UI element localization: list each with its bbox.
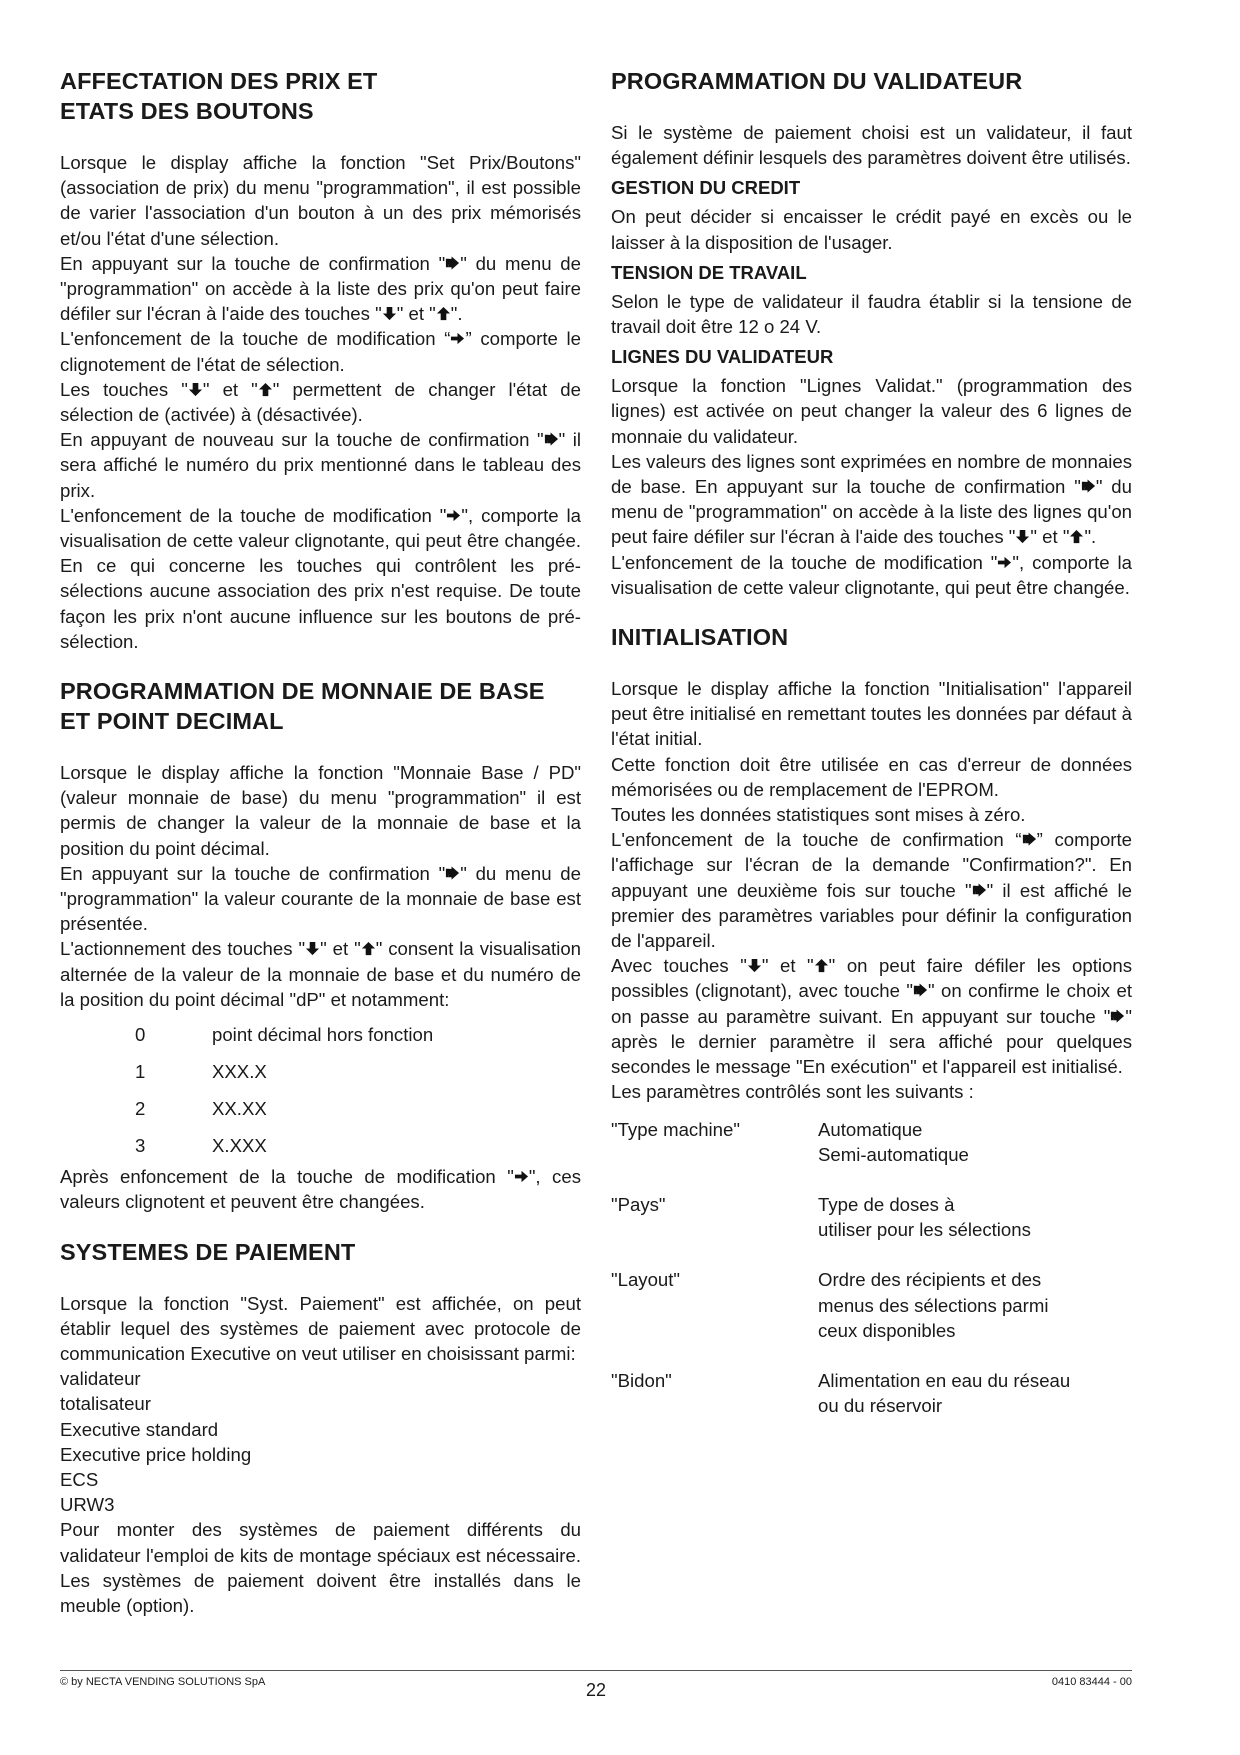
table-row — [60, 1127, 581, 1164]
list-item: validateur — [60, 1368, 141, 1390]
paragraph: Toutes les données statistiques sont mises à zéro. — [611, 804, 1026, 826]
confirm-key-icon — [1110, 1009, 1125, 1024]
paragraph: On peut décider si encaisser le crédit payé en excès ou le laisser à la disposition de l'usager. — [611, 206, 1132, 253]
section-title — [60, 66, 581, 126]
confirm-key-icon — [544, 432, 559, 447]
row-code: 0 — [135, 1023, 146, 1045]
subsection-title: TENSION DE TRAVAIL — [611, 261, 807, 283]
paragraph: Lorsque le display affiche la fonction "Initialisation" l'appareil peut être initialisé en remettant toutes les données par défaut à l'état initial. — [611, 678, 1132, 750]
paragraph — [60, 1164, 581, 1214]
text-run: En appuyant sur la touche de confirmation " — [60, 862, 446, 884]
text-run: L'actionnement des touches " — [60, 938, 306, 960]
title-line-1: AFFECTATION DES PRIX ET — [60, 68, 378, 94]
row-code: 1 — [135, 1060, 146, 1082]
paragraph — [611, 953, 1132, 1079]
text-run: ", comporte la visualisation de cette valeur clignotante, qui peut être changée. — [611, 551, 1132, 598]
row-code: 3 — [135, 1134, 146, 1156]
text-run: " il sera affiché le numéro du prix mentionné dans le tableau des prix. — [60, 429, 581, 501]
modify-key-icon — [514, 1169, 529, 1184]
table-row — [611, 1267, 1132, 1343]
table-row — [611, 1192, 1132, 1242]
text-run: " on peut faire défiler les options possibles (clignotant), avec touche " — [611, 955, 1133, 1002]
row-desc: X.XXX — [212, 1134, 267, 1156]
text-run: L'enfoncement de la touche de confirmation “ — [611, 829, 1022, 851]
confirm-key-icon — [972, 883, 987, 898]
text-run: " permettent de changer l'état de sélection de (activée) à (désactivée). — [60, 378, 581, 426]
section-title: INITIALISATION — [611, 624, 789, 651]
down-arrow-key-icon — [1015, 529, 1030, 544]
paragraph — [611, 449, 1132, 550]
param-name: "Bidon" — [611, 1369, 672, 1391]
footer-copyright: © by NECTA VENDING SOLUTIONS SpA — [60, 1676, 266, 1688]
paragraph — [611, 550, 1132, 600]
text-run: Les valeurs des lignes sont exprimées en nombre de monnaies de base. En appuyant sur la touche de confirmation " — [611, 450, 1132, 498]
text-run: ", comporte la visualisation de cette valeur clignotante, qui peut être changée. En ce qui concerne les touches qui contrôlent les pré-sélections aucune association des prix n'est requise. De toute façon les prix n'ont aucune influence sur les boutons de pré-sélection. — [60, 504, 581, 652]
text-run: En appuyant de nouveau sur la touche de confirmation " — [60, 429, 544, 451]
text-run: ". — [450, 303, 463, 325]
paragraph: Si le système de paiement choisi est un validateur, il faut également définir lesquels des paramètres doivent être utilisés. — [611, 122, 1132, 169]
text-run: Avec touches " — [611, 955, 747, 977]
confirm-key-icon — [445, 866, 460, 881]
paragraph: Lorsque la fonction "Lignes Validat." (programmation des lignes) est activée on peut changer la valeur des 6 lignes de monnaie du validateur. — [611, 375, 1132, 447]
text-run: " et " — [761, 955, 814, 977]
text-run: ". — [1084, 526, 1097, 548]
up-arrow-key-icon — [258, 382, 273, 397]
table-row — [611, 1117, 1132, 1167]
title-line-1: PROGRAMMATION DE MONNAIE DE BASE — [60, 678, 545, 705]
right-column — [611, 66, 1132, 1443]
parameters-table — [611, 1117, 1132, 1419]
text-run: " on confirme le choix et on passe au paramètre suivant. En appuyant sur touche " — [611, 980, 1133, 1027]
paragraph: Lorsque le display affiche la fonction "Monnaie Base / PD" (valeur monnaie de base) du menu "programmation" il est permis de changer la valeur de la monnaie de base et la position du point décimal. — [60, 762, 581, 859]
text-run: En appuyant sur la touche de confirmation " — [60, 252, 446, 274]
text-run: " et " — [202, 378, 258, 400]
document-reference: 0410 83444 - 00 — [1051, 1676, 1132, 1688]
paragraph — [60, 326, 581, 376]
down-arrow-key-icon — [382, 306, 397, 321]
table-row — [60, 1016, 581, 1053]
modify-key-icon — [997, 555, 1012, 570]
paragraph — [60, 503, 581, 654]
confirm-key-icon — [1022, 832, 1037, 847]
param-desc: Ordre des récipients et des menus des sélections parmi ceux disponibles — [818, 1269, 1049, 1341]
paragraph: Pour monter des systèmes de paiement différents du validateur l'emploi de kits de montage spéciaux est nécessaire. Les systèmes de paiement doivent être installés dans le meuble (option). — [60, 1519, 581, 1616]
text-run: " et " — [320, 938, 361, 960]
param-desc: Automatique Semi-automatique — [818, 1118, 969, 1165]
list-item: totalisateur — [60, 1393, 151, 1415]
text-run: " il est affiché le premier des paramètres variables pour définir la configuration de l'appareil. — [611, 879, 1133, 952]
section-initialisation — [611, 622, 1132, 1418]
table-row — [611, 1368, 1132, 1418]
down-arrow-key-icon — [747, 958, 762, 973]
paragraph: Lorsque la fonction "Syst. Paiement" est affichée, on peut établir lequel des systèmes de paiement avec protocole de communication Executive on veut utiliser en choisissant parmi: — [60, 1292, 581, 1364]
paragraph: Lorsque le display affiche la fonction "Set Prix/Boutons" (association de prix) du menu "programmation", il est possible de varier l'association d'un bouton à un des prix mémorisés et/ou l'état d'une sélection. — [60, 152, 581, 249]
list-item: ECS — [60, 1468, 99, 1490]
text-run: ” comporte l'affichage sur l'écran de la demande "Confirmation?". En appuyant une deuxième fois sur touche " — [611, 829, 1132, 901]
left-column — [60, 66, 581, 1640]
text-run: " du menu de "programmation" la valeur courante de la monnaie de base est présentée. — [60, 862, 581, 935]
row-desc: point décimal hors fonction — [212, 1023, 434, 1045]
text-run: " consent la visualisation alternée de la valeur de la monnaie de base et du numéro de la position du point décimal "dP" et notamment: — [60, 938, 582, 1010]
title-line-2: ETATS DES BOUTONS — [60, 98, 314, 124]
param-name: "Layout" — [611, 1269, 681, 1291]
confirm-key-icon — [1081, 479, 1096, 494]
text-run: Les touches " — [60, 378, 188, 400]
text-run: L'enfoncement de la touche de modification “ — [60, 328, 451, 350]
row-desc: XX.XX — [212, 1097, 267, 1119]
paragraph: Cette fonction doit être utilisée en cas d'erreur de données mémorisées ou de remplacement de l'EPROM. — [611, 753, 1132, 800]
param-desc: Type de doses à utiliser pour les sélections — [818, 1193, 1031, 1241]
payment-systems-list — [60, 1366, 581, 1517]
text-run: " du menu de "programmation" on accède à la liste des lignes qu'on peut faire défiler sur l'écran à l'aide des touches " — [611, 476, 1132, 548]
text-run: " après le dernier paramètre il sera affiché pour quelques secondes le message "En exécution" et l'appareil est initialisé. — [611, 1005, 1132, 1078]
row-desc: XXX.X — [212, 1060, 267, 1082]
param-desc: Alimentation en eau du réseau ou du réservoir — [818, 1369, 1071, 1417]
text-run: " du menu de "programmation" on accède à la liste des prix qu'on peut faire défiler sur l'écran à l'aide des touches " — [60, 252, 581, 325]
footer-divider — [60, 1670, 1132, 1671]
text-run: ” comporte le clignotement de l'état de sélection. — [60, 328, 581, 375]
text-run: ", ces valeurs clignotent et peuvent être changées. — [60, 1166, 581, 1213]
confirm-key-icon — [913, 983, 928, 998]
up-arrow-key-icon — [436, 306, 451, 321]
param-name: "Type machine" — [611, 1118, 740, 1140]
section-title: PROGRAMMATION DU VALIDATEUR — [611, 68, 1023, 94]
title-line-2: ET POINT DECIMAL — [60, 708, 284, 735]
section-programmation-validateur — [611, 66, 1132, 600]
text-run: " et " — [396, 303, 436, 325]
section-systemes-paiement — [60, 1237, 581, 1619]
text-run: L'enfoncement de la touche de modification " — [611, 551, 998, 573]
section-title — [60, 676, 581, 736]
list-item: Executive price holding — [60, 1443, 252, 1465]
paragraph: Les paramètres contrôlés sont les suivants : — [611, 1081, 974, 1103]
paragraph — [60, 377, 581, 427]
subsection-title: GESTION DU CREDIT — [611, 177, 801, 199]
paragraph: Selon le type de validateur il faudra établir si la tensione de travail doit être 12 o 24 V. — [611, 290, 1132, 338]
paragraph — [611, 827, 1132, 953]
section-title: SYSTEMES DE PAIEMENT — [60, 1238, 356, 1265]
list-item: Executive standard — [60, 1418, 219, 1440]
table-row — [60, 1053, 581, 1090]
paragraph — [60, 427, 581, 503]
section-monnaie-base — [60, 676, 581, 1214]
modify-key-icon — [450, 331, 465, 346]
down-arrow-key-icon — [188, 382, 203, 397]
page-number: 22 — [585, 1680, 607, 1700]
section-affectation-prix — [60, 66, 581, 654]
confirm-key-icon — [445, 256, 460, 271]
paragraph — [60, 936, 581, 1012]
row-code: 2 — [135, 1097, 146, 1119]
subsection-title: LIGNES DU VALIDATEUR — [611, 346, 834, 368]
decimal-point-table — [60, 1016, 581, 1164]
paragraph — [60, 861, 581, 937]
text-run: " et " — [1030, 526, 1070, 548]
table-row — [60, 1090, 581, 1127]
up-arrow-key-icon — [814, 958, 829, 973]
modify-key-icon — [446, 508, 461, 523]
text-run: L'enfoncement de la touche de modification " — [60, 504, 447, 526]
paragraph — [60, 251, 581, 327]
list-item: URW3 — [60, 1494, 115, 1516]
param-name: "Pays" — [611, 1193, 666, 1215]
up-arrow-key-icon — [361, 941, 376, 956]
text-run: Après enfoncement de la touche de modification " — [60, 1166, 514, 1188]
down-arrow-key-icon — [305, 941, 320, 956]
up-arrow-key-icon — [1069, 529, 1084, 544]
